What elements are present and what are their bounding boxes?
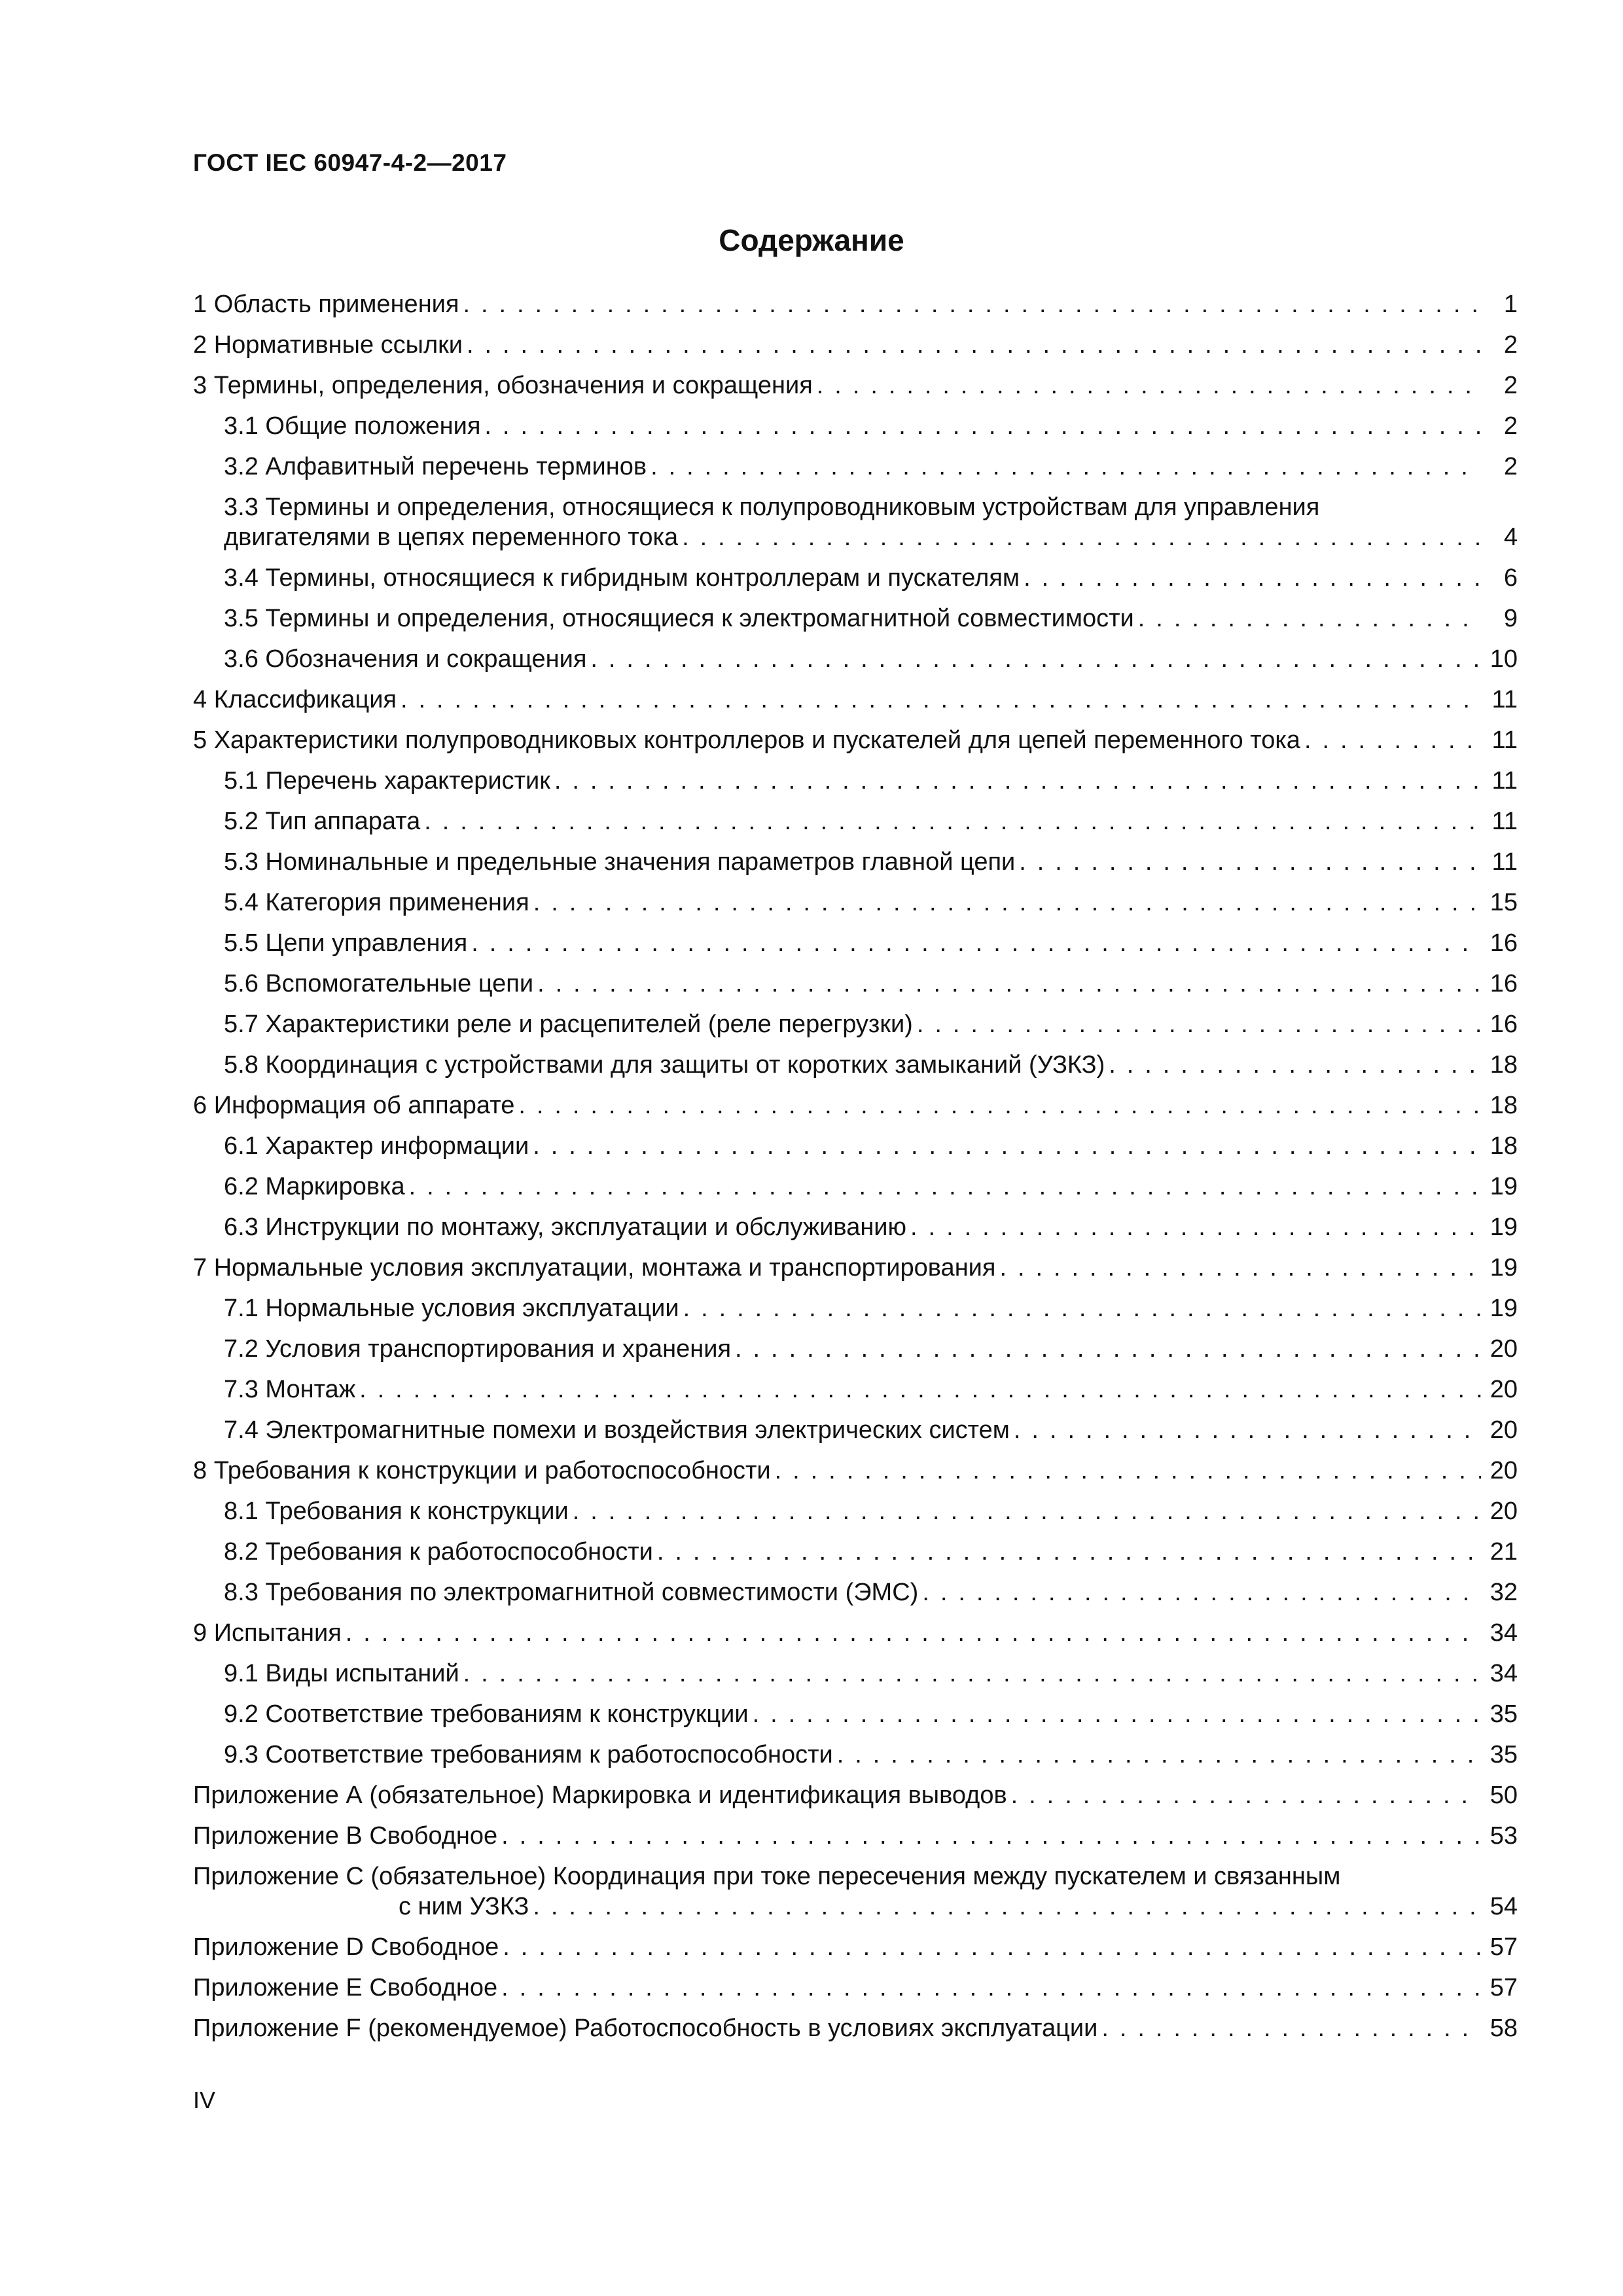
toc-entry-page: 9: [1503, 605, 1518, 632]
toc-entry-page: 53: [1489, 1822, 1518, 1850]
toc-entry: [193, 1334, 1518, 1364]
toc-entry-line: [224, 452, 1518, 482]
toc-entry-page: 11: [1491, 686, 1518, 713]
toc-entry-title: 5.4 Категория применения: [224, 889, 529, 916]
toc-entry-title: 9 Испытания: [193, 1619, 342, 1647]
toc-entry-page: 50: [1489, 1782, 1518, 1809]
dot-leader: [1019, 847, 1481, 877]
toc-entry-line: [224, 1212, 1518, 1242]
toc-entry-title: Приложение В Свободное: [193, 1822, 498, 1850]
toc-entry-page: 58: [1489, 2015, 1518, 2042]
toc-entry-line: [224, 1740, 1518, 1770]
toc-entry-title: 5.8 Координация с устройствами для защиты от коротких замыканий (УЗКЗ): [224, 1051, 1105, 1079]
toc-entry-title: 9.1 Виды испытаний: [224, 1660, 459, 1687]
toc-entry-title: 2 Нормативные ссылки: [193, 331, 463, 359]
toc-entry-title-first-line: Приложение С (обязательное) Координация при токе пересечения между пускателем и связанным: [193, 1863, 1341, 1890]
toc-entry-page: 57: [1489, 1974, 1518, 2001]
toc-entry-title: 5.1 Перечень характеристик: [224, 767, 550, 795]
toc-entry-line: [193, 725, 1518, 755]
dot-leader: [1304, 725, 1481, 755]
toc-entry: [193, 1973, 1518, 2003]
toc-entry-line: [193, 370, 1518, 401]
dot-leader: [501, 1973, 1481, 2003]
toc-entry: [193, 1009, 1518, 1039]
toc-entry-line: [193, 1821, 1518, 1851]
toc-entry: [193, 1780, 1518, 1810]
toc-entry-title: двигателями в цепях переменного тока: [224, 524, 679, 551]
toc-entry: [193, 1699, 1518, 1729]
dot-leader: [533, 1892, 1481, 1922]
toc-entry-page: 20: [1489, 1457, 1518, 1484]
dot-leader: [735, 1334, 1481, 1364]
toc-entry-title: 4 Классификация: [193, 686, 397, 713]
toc-entry-line: [224, 1131, 1518, 1161]
dot-leader: [359, 1374, 1481, 1405]
toc-entry-line: [224, 522, 1518, 552]
toc-entry-title: 5.3 Номинальные и предельные значения параметров главной цепи: [224, 848, 1016, 876]
toc-entry-page: 16: [1489, 1011, 1518, 1038]
toc-entry-page: 19: [1489, 1254, 1518, 1282]
table-of-contents: [193, 289, 1518, 2054]
toc-entry-page: 2: [1503, 331, 1518, 359]
dot-leader: [533, 888, 1481, 918]
dot-leader: [424, 806, 1481, 836]
toc-entry-line: [224, 806, 1518, 836]
toc-entry-page: 2: [1503, 412, 1518, 440]
toc-entry-title: 8.3 Требования по электромагнитной совместимости (ЭМС): [224, 1579, 919, 1606]
toc-entry-line: [193, 1253, 1518, 1283]
dot-leader: [999, 1253, 1481, 1283]
toc-entry-title: 8 Требования к конструкции и работоспособности: [193, 1457, 771, 1484]
toc-entry: [193, 603, 1518, 634]
toc-entry-page: 35: [1489, 1700, 1518, 1728]
toc-entry: [193, 1253, 1518, 1283]
toc-entry-page: 20: [1489, 1416, 1518, 1444]
toc-entry-line: [224, 1334, 1518, 1364]
toc-title: Содержание: [719, 223, 904, 257]
toc-entry: [193, 1456, 1518, 1486]
dot-leader: [922, 1577, 1481, 1607]
toc-entry: [193, 1659, 1518, 1689]
toc-entry-page: 19: [1489, 1213, 1518, 1241]
toc-entry: [193, 452, 1518, 482]
toc-entry-title: Приложение А (обязательное) Маркировка и идентификация выводов: [193, 1782, 1007, 1809]
toc-entry-page: 57: [1489, 1933, 1518, 1961]
toc-entry-line: [193, 1932, 1518, 1962]
dot-leader: [683, 1293, 1481, 1323]
toc-entry-title: 6.1 Характер информации: [224, 1132, 529, 1160]
toc-entry-line: [193, 1780, 1518, 1810]
toc-entry-page: 1: [1503, 291, 1518, 318]
toc-entry: [193, 1821, 1518, 1851]
toc-entry-title: 3.4 Термины, относящиеся к гибридным контроллерам и пускателям: [224, 564, 1020, 592]
toc-entry: [193, 370, 1518, 401]
toc-entry-page: 20: [1489, 1335, 1518, 1363]
dot-leader: [817, 370, 1481, 401]
toc-entry-page: 35: [1489, 1741, 1518, 1768]
toc-entry-page: 34: [1489, 1619, 1518, 1647]
toc-entry-line: [193, 330, 1518, 360]
dot-leader: [484, 411, 1481, 441]
toc-entry: [193, 1090, 1518, 1121]
dot-leader: [471, 928, 1481, 958]
dot-leader: [590, 644, 1481, 674]
toc-entry: [193, 928, 1518, 958]
toc-entry-title: 6.2 Маркировка: [224, 1173, 405, 1200]
toc-entry-page: 54: [1489, 1893, 1518, 1920]
toc-entry-title: 6.3 Инструкции по монтажу, эксплуатации и обслуживанию: [224, 1213, 907, 1241]
toc-entry: [193, 289, 1518, 319]
toc-entry: [193, 1415, 1518, 1445]
dot-leader: [837, 1740, 1481, 1770]
toc-entry-page: 11: [1491, 848, 1518, 876]
toc-entry-page: 10: [1489, 645, 1518, 673]
toc-entry: [193, 1932, 1518, 1962]
dot-leader: [463, 289, 1481, 319]
toc-entry-page: 4: [1503, 524, 1518, 551]
dot-leader: [910, 1212, 1481, 1242]
dot-leader: [401, 685, 1481, 715]
toc-entry-line: [224, 644, 1518, 674]
dot-leader: [657, 1537, 1481, 1567]
toc-entry-title: 7.3 Монтаж: [224, 1376, 356, 1403]
dot-leader: [463, 1659, 1481, 1689]
toc-entry-line: [193, 1892, 1518, 1922]
toc-entry-line: [224, 603, 1518, 634]
dot-leader: [917, 1009, 1481, 1039]
dot-leader: [533, 1131, 1481, 1161]
toc-entry-page: 16: [1489, 970, 1518, 997]
toc-entry-line: [193, 685, 1518, 715]
toc-entry-page: 20: [1489, 1376, 1518, 1403]
toc-entry-page: 21: [1489, 1538, 1518, 1566]
toc-entry: [193, 888, 1518, 918]
toc-entry-page: 32: [1489, 1579, 1518, 1606]
toc-entry-title: 9.2 Соответствие требованиям к конструкции: [224, 1700, 749, 1728]
toc-entry-title: 3 Термины, определения, обозначения и сокращения: [193, 372, 813, 399]
toc-entry-line: [224, 1699, 1518, 1729]
toc-entry: [193, 644, 1518, 674]
toc-entry: [193, 1861, 1518, 1922]
toc-entry-line: [224, 1415, 1518, 1445]
toc-entry-line: [193, 2013, 1518, 2043]
toc-entry: [193, 1293, 1518, 1323]
toc-entry-page: 2: [1503, 453, 1518, 480]
toc-entry-title: 3.1 Общие положения: [224, 412, 481, 440]
toc-entry: [193, 685, 1518, 715]
toc-entry-line: [224, 1496, 1518, 1526]
toc-entry-line: [224, 847, 1518, 877]
toc-entry-title: 8.2 Требования к работоспособности: [224, 1538, 653, 1566]
toc-entry-title: Приложение Е Свободное: [193, 1974, 498, 2001]
toc-entry: [193, 1496, 1518, 1526]
toc-entry: [193, 563, 1518, 593]
dot-leader: [682, 522, 1481, 552]
toc-entry-line: [224, 1050, 1518, 1080]
toc-entry-title: с ним УЗКЗ: [399, 1893, 529, 1920]
toc-entry-title: 9.3 Соответствие требованиям к работоспособности: [224, 1741, 833, 1768]
page-number: IV: [193, 2087, 216, 2113]
dot-leader: [1109, 1050, 1481, 1080]
toc-entry-line: [224, 1537, 1518, 1567]
toc-entry-line: [224, 563, 1518, 593]
toc-entry-line: [224, 1374, 1518, 1405]
toc-entry: [193, 1537, 1518, 1567]
toc-entry-page: 16: [1489, 929, 1518, 957]
toc-entry-title: 7.1 Нормальные условия эксплуатации: [224, 1295, 679, 1322]
toc-entry-page: 18: [1489, 1051, 1518, 1079]
toc-entry-line: [224, 1293, 1518, 1323]
toc-entry-line: [193, 289, 1518, 319]
toc-entry-title-first-line: 3.3 Термины и определения, относящиеся к полупроводниковым устройствам для управления: [224, 493, 1320, 521]
toc-entry-line: [224, 1009, 1518, 1039]
toc-entry-title: 7.2 Условия транспортирования и хранения: [224, 1335, 732, 1363]
dot-leader: [573, 1496, 1481, 1526]
toc-entry: [193, 411, 1518, 441]
toc-entry-page: 20: [1489, 1498, 1518, 1525]
toc-entry-title: 5.7 Характеристики реле и расцепителей (реле перегрузки): [224, 1011, 913, 1038]
toc-entry: [193, 1374, 1518, 1405]
dot-leader: [501, 1821, 1481, 1851]
toc-entry-line: [224, 766, 1518, 796]
toc-entry-line: [224, 928, 1518, 958]
dot-leader: [1024, 563, 1481, 593]
toc-entry-page: 19: [1489, 1173, 1518, 1200]
dot-leader: [537, 969, 1481, 999]
toc-entry-title: 8.1 Требования к конструкции: [224, 1498, 569, 1525]
dot-leader: [346, 1618, 1481, 1648]
dot-leader: [1101, 2013, 1481, 2043]
toc-entry-title: Приложение D Свободное: [193, 1933, 499, 1961]
dot-leader: [518, 1090, 1481, 1121]
toc-entry-title: 7 Нормальные условия эксплуатации, монтажа и транспортирования: [193, 1254, 996, 1282]
toc-entry-page: 15: [1489, 889, 1518, 916]
toc-entry-title: 1 Область применения: [193, 291, 459, 318]
toc-entry-line: [224, 1659, 1518, 1689]
dot-leader: [1014, 1415, 1481, 1445]
dot-leader: [467, 330, 1481, 360]
toc-entry: [193, 969, 1518, 999]
toc-entry: [193, 1050, 1518, 1080]
dot-leader: [775, 1456, 1481, 1486]
toc-entry-title: Приложение F (рекомендуемое) Работоспособность в условиях эксплуатации: [193, 2015, 1098, 2042]
toc-entry: [193, 2013, 1518, 2043]
toc-entry-page: 11: [1491, 767, 1518, 795]
toc-entry: [193, 847, 1518, 877]
toc-entry-title: 5 Характеристики полупроводниковых контроллеров и пускателей для цепей переменного тока: [193, 726, 1300, 754]
toc-entry-page: 18: [1489, 1132, 1518, 1160]
toc-entry-page: 34: [1489, 1660, 1518, 1687]
toc-entry-line: [193, 1973, 1518, 2003]
toc-entry-page: 19: [1489, 1295, 1518, 1322]
dot-leader: [1138, 603, 1481, 634]
toc-entry-title: 5.2 Тип аппарата: [224, 808, 421, 835]
toc-entry: [193, 330, 1518, 360]
toc-entry-title: 7.4 Электромагнитные помехи и воздействия электрических систем: [224, 1416, 1010, 1444]
toc-entry-page: 11: [1491, 726, 1518, 754]
toc-entry-page: 18: [1489, 1092, 1518, 1119]
toc-entry-line: [193, 1618, 1518, 1648]
dot-leader: [1011, 1780, 1481, 1810]
toc-entry: [193, 1212, 1518, 1242]
toc-entry: [193, 806, 1518, 836]
toc-entry-title: 3.6 Обозначения и сокращения: [224, 645, 587, 673]
document-code: ГОСТ IEC 60947-4-2—2017: [193, 149, 507, 176]
toc-entry-title: 5.5 Цепи управления: [224, 929, 468, 957]
dot-leader: [651, 452, 1481, 482]
toc-entry: [193, 1740, 1518, 1770]
toc-entry-line: [224, 411, 1518, 441]
dot-leader: [554, 766, 1481, 796]
toc-entry-title: 6 Информация об аппарате: [193, 1092, 515, 1119]
toc-entry-line: [224, 1172, 1518, 1202]
toc-entry-line: [193, 1090, 1518, 1121]
toc-entry: [193, 1577, 1518, 1607]
toc-entry: [193, 766, 1518, 796]
toc-entry: [193, 1618, 1518, 1648]
toc-entry: [193, 725, 1518, 755]
dot-leader: [409, 1172, 1481, 1202]
toc-entry-page: 2: [1503, 372, 1518, 399]
toc-entry-page: 11: [1491, 808, 1518, 835]
toc-entry: [193, 492, 1518, 552]
dot-leader: [753, 1699, 1481, 1729]
toc-entry-line: [193, 1456, 1518, 1486]
toc-entry: [193, 1172, 1518, 1202]
toc-entry-line: [224, 969, 1518, 999]
dot-leader: [503, 1932, 1481, 1962]
toc-entry-title: 3.2 Алфавитный перечень терминов: [224, 453, 647, 480]
toc-entry-line: [224, 1577, 1518, 1607]
toc-entry-title: 5.6 Вспомогательные цепи: [224, 970, 534, 997]
toc-entry-title: 3.5 Термины и определения, относящиеся к электромагнитной совместимости: [224, 605, 1134, 632]
toc-entry: [193, 1131, 1518, 1161]
toc-entry-page: 6: [1503, 564, 1518, 592]
toc-entry-line: [224, 888, 1518, 918]
